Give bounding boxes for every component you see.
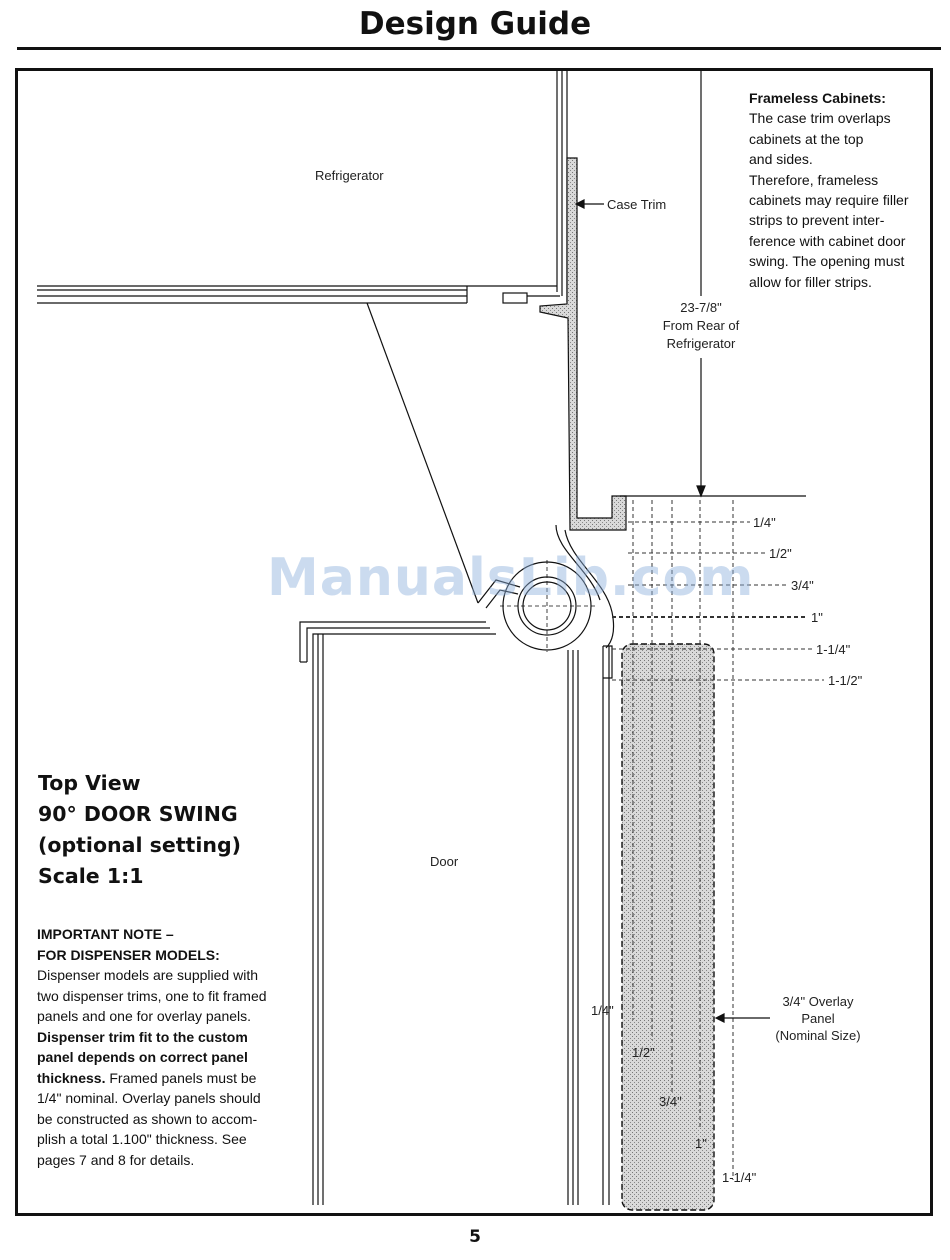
overlay-label-3: (Nominal Size) [775, 1028, 861, 1043]
overlay-label-2: Panel [801, 1011, 835, 1026]
frameless-note-line: swing. The opening must [749, 253, 905, 270]
rear-dimension-arrow [697, 70, 705, 496]
important-note-bold-line: Dispenser trim fit to the custom [37, 1028, 248, 1045]
frameless-note-line: cabinets may require filler [749, 192, 909, 209]
offset-h-label-3: 3/4" [791, 578, 814, 593]
offset-h-label-6: 1-1/2" [828, 673, 863, 688]
rear-dimension-label-2: From Rear of [662, 318, 740, 333]
offset-h-label-2: 1/2" [769, 546, 792, 561]
important-note-bold-line: thickness. Framed panels must be [37, 1069, 257, 1086]
overlay-label-1: 3/4" Overlay [782, 994, 854, 1009]
important-note-bold-line: panel depends on correct panel [37, 1049, 248, 1065]
frameless-note-line: Therefore, frameless [749, 171, 879, 188]
important-note-line: pages 7 and 8 for details. [37, 1151, 195, 1168]
important-note-line: 1/4" nominal. Overlay panels should [37, 1090, 261, 1106]
important-note-line: Dispenser models are supplied with [37, 967, 258, 983]
important-note-heading: FOR DISPENSER MODELS: [37, 946, 220, 963]
door-label: Door [430, 854, 459, 869]
top-view-line: Top View [38, 771, 141, 795]
case-trim-leader [576, 200, 604, 208]
top-view-line: 90° DOOR SWING [38, 802, 238, 826]
offset-v-label-4: 1" [695, 1136, 707, 1151]
frameless-note-line: and sides. [749, 151, 813, 168]
offset-h-label-5: 1-1/4" [816, 642, 851, 657]
frameless-note-line: cabinets at the top [749, 130, 864, 147]
offset-h-label-4: 1" [811, 610, 823, 625]
rear-dimension-label-1: 23-7/8" [680, 300, 722, 315]
offset-v-label-1: 1/4" [591, 1003, 614, 1018]
frameless-cabinets-note [749, 88, 934, 292]
rear-dimension-label-3: Refrigerator [666, 336, 736, 351]
top-view-line: Scale 1:1 [38, 864, 144, 888]
page-number: 5 [469, 1227, 481, 1247]
important-note-line: be constructed as shown to accom- [37, 1110, 258, 1127]
important-note-line: two dispenser trims, one to fit framed [37, 987, 267, 1004]
frameless-note-line: allow for filler strips. [749, 273, 872, 290]
important-note-line: panels and one for overlay panels. [37, 1008, 252, 1024]
offset-v-label-5: 1-1/4" [722, 1170, 757, 1185]
offset-v-label-2: 1/2" [632, 1045, 655, 1060]
frameless-note-heading: Frameless Cabinets: [749, 90, 886, 106]
top-view-caption [38, 768, 298, 892]
case-trim-label: Case Trim [607, 197, 667, 212]
page-title: Design Guide [358, 6, 592, 42]
frameless-note-line: strips to prevent inter- [749, 212, 885, 229]
case-trim [540, 158, 626, 530]
frameless-note-line: ference with cabinet door [749, 232, 906, 249]
top-view-line: (optional setting) [38, 833, 241, 857]
important-note-heading: IMPORTANT NOTE – [37, 926, 174, 942]
overlay-leader [716, 1014, 770, 1022]
offset-v-label-3: 3/4" [659, 1094, 682, 1109]
refrigerator-label: Refrigerator [315, 168, 384, 183]
important-note-line: plish a total 1.100" thickness. See [37, 1131, 247, 1147]
watermark: ManualsLib.com [267, 548, 755, 608]
door-outline [300, 622, 612, 1205]
important-note [37, 924, 307, 1170]
offset-h-label-1: 1/4" [753, 515, 776, 530]
refrigerator-outline [37, 70, 567, 303]
frameless-note-line: The case trim overlaps [749, 110, 891, 127]
